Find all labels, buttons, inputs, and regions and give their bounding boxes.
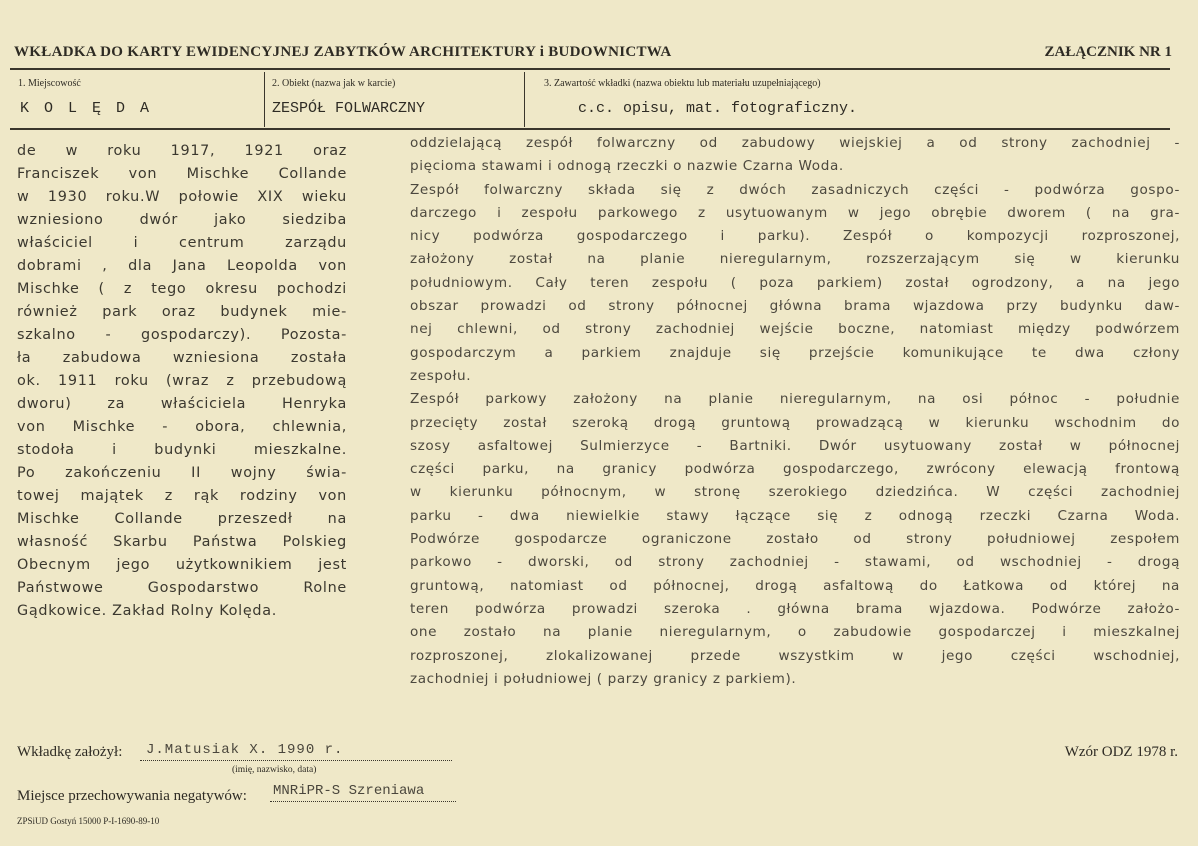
text-line: Po zakończeniu II wojny świa- (17, 465, 347, 481)
text-line: ła zabudowa wzniesiona została (17, 350, 347, 366)
field-divider-2 (524, 72, 525, 127)
contents-value: c.c. opisu, mat. fotograficzny. (578, 100, 858, 117)
text-line: Obecnym jego użytkownikiem jest (17, 557, 347, 573)
negatives-label: Miejsce przechowywania negatywów: (17, 788, 247, 804)
text-line: Franciszek von Mischke Collande (17, 166, 347, 182)
object-value: ZESPÓŁ FOLWARCZNY (272, 100, 426, 117)
form-model: Wzór ODZ 1978 r. (1064, 744, 1178, 760)
field-divider-1 (264, 72, 265, 127)
text-line: towej majątek z rąk rodziny von (17, 488, 347, 504)
text-line: parkowo - dworski, od strony zachodniej - stawami, od wschodniej - drogą (410, 554, 1180, 571)
text-line: wzniesiono dwór jako siedziba (17, 212, 347, 228)
text-line: Gądkowice. Zakład Rolny Kolęda. (17, 603, 278, 619)
text-line: darczego i zespołu parkowego z usytuowanym w jego obrębie dworem ( na gra- (410, 204, 1180, 221)
contents-label: 3. Zawartość wkładki (nazwa obiektu lub materiału uzupełniającego) (544, 78, 821, 89)
text-line: założony został na planie nieregularnym, rozszerzającym się w kierunku (410, 251, 1180, 268)
text-line: właściciel i centrum zarządu (17, 235, 347, 251)
text-line: Mischke Collande przeszedł na (17, 511, 347, 527)
founder-label: Wkładkę założył: (17, 744, 123, 760)
text-line: w 1930 roku.W połowie XIX wieku (17, 189, 347, 205)
text-line: de w roku 1917, 1921 oraz (17, 143, 347, 159)
text-line: nicy podwórza gospodarczego i parku). Zespół o kompozycji rozproszonej, (410, 228, 1180, 245)
text-line: parku - dwa niewielkie stawy łączące się z odnogą rzeczki Czarna Woda. (410, 507, 1180, 524)
text-line: szkalno - gospodarczy). Pozosta- (17, 327, 347, 343)
text-line: stodoła i budynki mieszkalne. (17, 442, 347, 458)
text-line: Podwórze gospodarcze ograniczone zostało od strony południowej zespołem (410, 531, 1180, 548)
header-rule (10, 68, 1170, 70)
text-line: własność Skarbu Państwa Polskieg (17, 534, 347, 550)
text-line: szosy asfaltowej Sulmierzyce - Bartniki. Dwór usytuowany został w północnej (410, 437, 1180, 454)
text-line: von Mischke - obora, chlewnia, (17, 419, 347, 435)
fields-rule (10, 128, 1170, 130)
text-line: południowym. Cały teren zespołu ( poza parkiem) został ogrodzony, a na jego (410, 274, 1180, 291)
text-line: one zostało na planie nieregularnym, o zabudowie gospodarczej i mieszkalnej (410, 624, 1180, 641)
founder-value: J.Matusiak X. 1990 r. (146, 742, 344, 758)
text-line: rozproszonej, zlokalizowanej przede wszystkim w jego części wschodniej, (410, 647, 1180, 664)
text-line: dobrami , dla Jana Leopolda von (17, 258, 347, 274)
left-text-column (17, 140, 347, 623)
text-line: oddzielającą zespół folwarczny od zabudowy wiejskiej a od strony zachodniej - (410, 135, 1180, 151)
text-line: teren podwórza prowadzi szeroka . główna brama wjazdowa. Podwórze założo- (410, 600, 1180, 617)
negatives-line (270, 801, 456, 802)
founder-line (140, 760, 452, 761)
text-line: gospodarczym a parkiem znajduje się przejście komunikujące te dwa człony (410, 344, 1180, 361)
text-line: części parku, na granicy podwórza gospodarczego, zwrócony elewacją frontową (410, 461, 1180, 478)
text-line: Zespół folwarczny składa się z dwóch zasadniczych części - podwórza gospo- (410, 181, 1180, 198)
text-line: ok. 1911 roku (wraz z przebudową (17, 373, 347, 389)
text-line: pięcioma stawami i odnogą rzeczki o nazwie Czarna Woda. (410, 158, 844, 175)
print-info: ZPSiUD Gostyń 15000 P-I-1690-89-10 (17, 816, 160, 826)
negatives-value: MNRiPR-S Szreniawa (273, 783, 425, 799)
locality-value: K O L Ę D A (20, 100, 153, 117)
text-line: Państwowe Gospodarstwo Rolne (17, 580, 347, 596)
annex-number: ZAŁĄCZNIK NR 1 (1044, 44, 1172, 60)
text-line: w kierunku północnym, w stronę szerokiego dziedzińca. W części zachodniej (410, 484, 1180, 501)
text-line: zespołu. (410, 367, 472, 384)
text-line: obszar prowadzi od strony północnej główna brama wjazdowa przy budynku daw- (410, 298, 1180, 315)
form-title: WKŁADKA DO KARTY EWIDENCYJNEJ ZABYTKÓW ARCHITEKTURY i BUDOWNICTWA (14, 44, 672, 60)
object-label: 2. Obiekt (nazwa jak w karcie) (272, 78, 396, 89)
text-line: przecięty został szeroką drogą gruntową prowadzącą w kierunku wschodnim do (410, 414, 1180, 431)
right-text-column (410, 132, 1180, 691)
text-line: dworu) za właściciela Henryka (17, 396, 347, 412)
text-line: również park oraz budynek mie- (17, 304, 347, 320)
text-line: Mischke ( z tego okresu pochodzi (17, 281, 347, 297)
text-line: Zespół parkowy założony na planie nieregularnym, na osi północ - południe (410, 391, 1180, 408)
text-line: zachodniej i południowej ( parzy granicy z parkiem). (410, 670, 797, 687)
locality-label: 1. Miejscowość (18, 78, 81, 89)
founder-hint: (imię, nazwisko, data) (232, 765, 317, 775)
text-line: gruntową, natomiast od północnej, drogą asfaltową do Łatkowa od której na (410, 577, 1180, 594)
text-line: nej chlewni, od strony zachodniej wejście boczne, natomiast między podwórzem (410, 321, 1180, 338)
